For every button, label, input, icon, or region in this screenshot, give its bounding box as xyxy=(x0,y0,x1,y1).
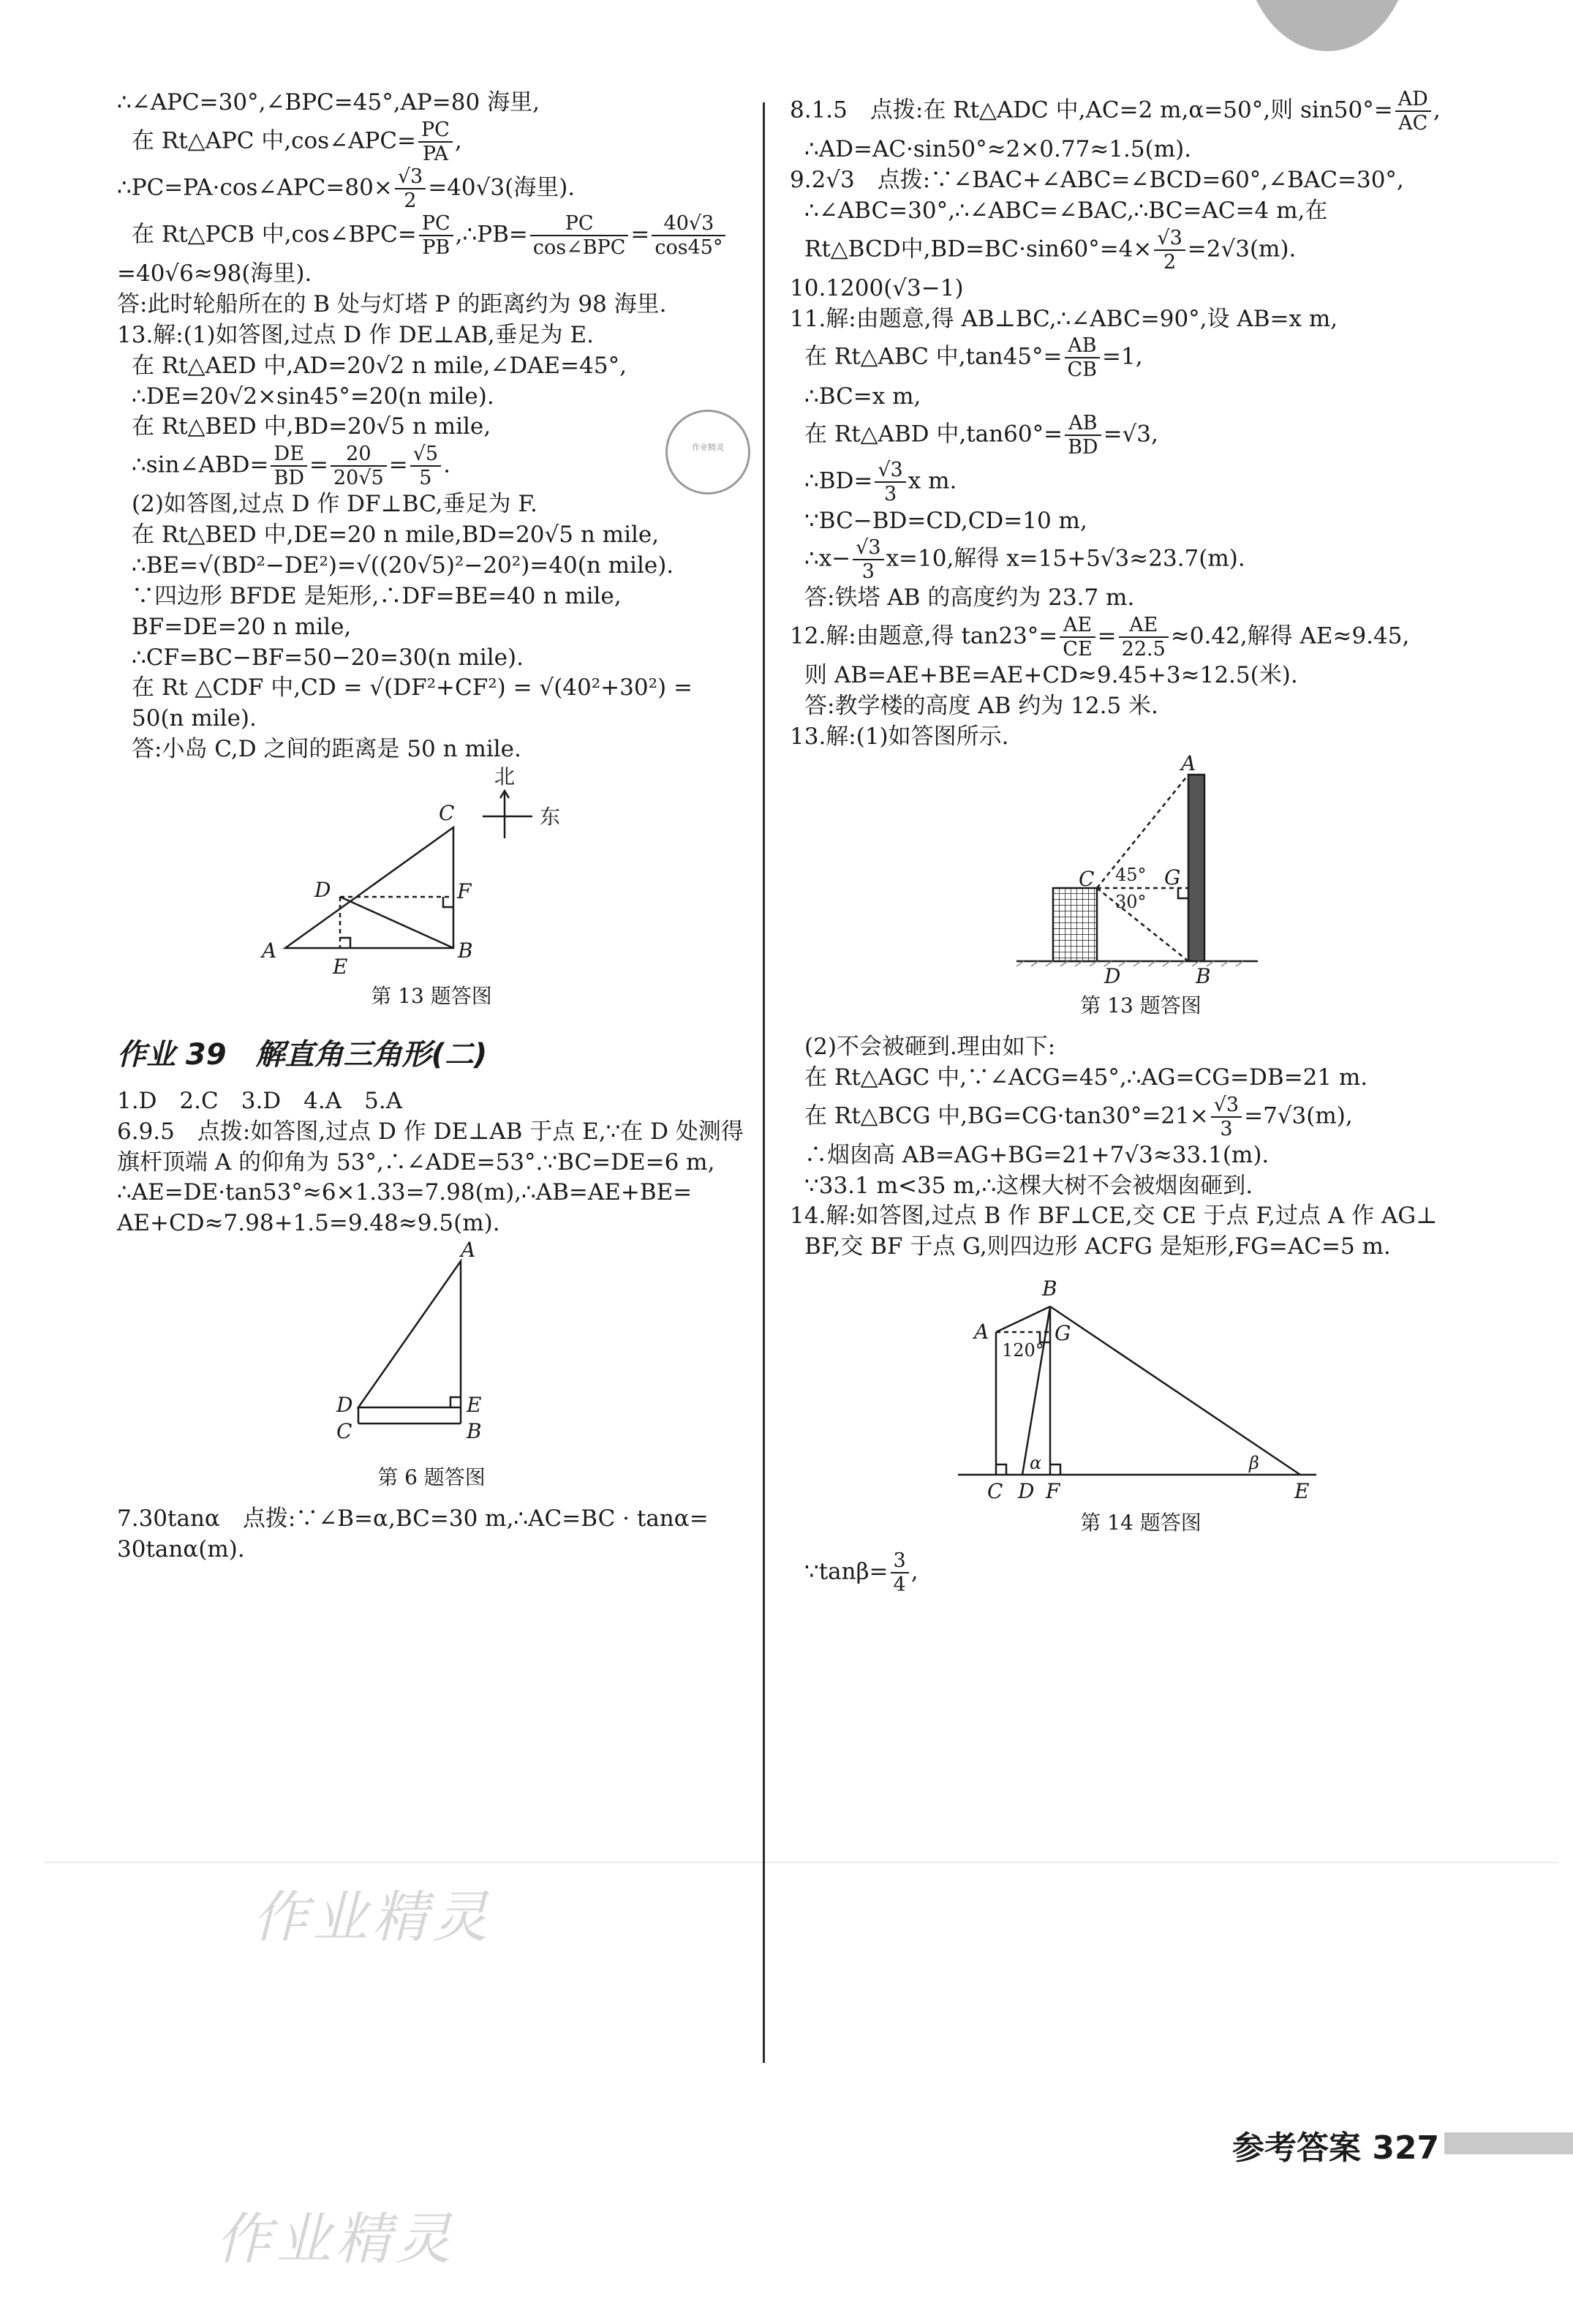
text-line: 在 Rt△APC 中,cos∠APC= $\frac{PC}{PA}$ , xyxy=(132,118,462,165)
fraction: $\frac{√3}{2}$ xyxy=(395,165,426,212)
label-b: B xyxy=(467,1419,482,1444)
label-d: D xyxy=(1104,963,1121,987)
stamp-mark: 作业精灵 xyxy=(665,410,750,494)
label-a: A xyxy=(262,938,277,963)
label-north: 北 xyxy=(494,764,516,789)
text-line: 7.30tanα 点拨:∵∠B=α,BC=30 m,∴AC=BC · tanα= xyxy=(117,1505,709,1533)
text-line: 在 Rt△BED 中,DE=20 n mile,BD=20√5 n mile, xyxy=(132,522,660,549)
segment-be xyxy=(1050,1306,1300,1475)
label-f: F xyxy=(457,879,472,903)
label-c: C xyxy=(1079,866,1095,891)
text-line: ∴DE=20√2×sin45°=20(n mile). xyxy=(132,383,494,410)
text-line: 则 AB=AE+BE=AE+CD≈9.45+3≈12.5(米). xyxy=(804,662,1298,689)
fraction: $\frac{AE}{22.5}$ xyxy=(1119,614,1169,661)
text-line: ∴∠ABC=30°,∴∠ABC=∠BAC,∴BC=AC=4 m,在 xyxy=(804,197,1328,224)
label-c: C xyxy=(439,800,455,825)
text-line: 14.解:如答图,过点 B 作 BF⊥CE,交 CE 于点 F,过点 A 作 AG⊥ xyxy=(790,1203,1438,1230)
fraction: $\frac{AB}{CB}$ xyxy=(1065,334,1101,381)
left-column xyxy=(117,88,746,1565)
fraction: $\frac{√3}{3}$ xyxy=(853,536,883,583)
label-c: C xyxy=(987,1479,1003,1504)
watermark-2: 作业精灵 xyxy=(216,2206,456,2271)
text-line: (2)不会被砸到.理由如下: xyxy=(804,1033,1056,1060)
figure-caption: 第 13 题答图 xyxy=(1080,993,1202,1018)
segment-ab xyxy=(996,1306,1050,1332)
text-line: 在 Rt△BED 中,BD=20√5 n mile, xyxy=(132,413,491,440)
label-e: E xyxy=(1294,1479,1310,1504)
fraction: $\frac{PC}{\text{cos∠BPC}}$ xyxy=(530,212,629,259)
fraction: $\frac{√3}{3}$ xyxy=(875,459,905,505)
text-line: ∵33.1 m<35 m,∴这棵大树不会被烟囱砸到. xyxy=(804,1172,1253,1199)
text-line: ∵四边形 BFDE 是矩形,∴DF=BE=40 n mile, xyxy=(132,582,622,609)
label-b: B xyxy=(1196,963,1211,987)
angle-beta: β xyxy=(1249,1453,1259,1474)
triangle-abc xyxy=(285,827,453,948)
fraction: $\frac{DE}{BD}$ xyxy=(271,443,307,489)
text-line: 11.解:由题意,得 AB⊥BC,∴∠ABC=90°,设 AB=x m, xyxy=(790,305,1338,332)
triangle-ade xyxy=(358,1261,461,1407)
text-line: 在 Rt△AED 中,AD=20√2 n mile,∠DAE=45°, xyxy=(132,352,627,379)
text-line: ∴BE=√(BD²−DE²)=√((20√5)²−20²)=40(n mile). xyxy=(132,552,674,579)
label-east: 东 xyxy=(540,804,561,829)
fraction: $\frac{√3}{3}$ xyxy=(1211,1094,1242,1140)
text-line: 在 Rt△AGC 中,∵∠ACG=45°,∴AG=CG=DB=21 m. xyxy=(804,1064,1368,1091)
text-line: AE+CD≈7.98+1.5=9.48≈9.5(m). xyxy=(117,1210,500,1237)
text-line: ∴BC=x m, xyxy=(804,383,921,410)
text-line: 8.1.5 点拨:在 Rt△ADC 中,AC=2 m,α=50°,则 sin50°= $\frac{AD}{AC}$ , xyxy=(790,88,1441,135)
text-line: 答:此时轮船所在的 B 处与灯塔 P 的距离约为 98 海里. xyxy=(117,290,667,317)
text-line: 在 Rt△ABD 中,tan60°= $\frac{AB}{BD}$ =√3, xyxy=(804,412,1158,459)
fraction: $\frac{AE}{CE}$ xyxy=(1060,614,1095,661)
fraction: $\frac{40√3}{\cos 45^\circ}$ xyxy=(652,212,725,259)
label-b: B xyxy=(458,938,473,963)
fraction: $\frac{√5}{5}$ xyxy=(410,443,441,489)
watermark-1: 作业精灵 xyxy=(252,1884,492,1949)
label-a: A xyxy=(461,1239,476,1263)
text-line: ∴CF=BC−BF=50−20=30(n mile). xyxy=(132,644,524,671)
text-line: 9.2√3 点拨:∵∠BAC+∠ABC=∠BCD=60°,∠BAC=30°, xyxy=(790,166,1404,193)
text-line: ∵BC−BD=CD,CD=10 m, xyxy=(804,507,1087,534)
label-g: G xyxy=(1164,865,1181,890)
text-line: 在 Rt △CDF 中,CD = √(DF²+CF²) = √(40²+30²) = xyxy=(132,674,693,702)
text-line: ∴x− $\frac{√3}{3}$ x=10,解得 x=15+5√3≈23.7(m). xyxy=(804,536,1245,584)
page-number: 327 xyxy=(1372,2129,1440,2167)
angle-45: 45° xyxy=(1115,864,1147,885)
fraction: $\frac{PC}{PA}$ xyxy=(418,119,453,165)
text-line: BF=DE=20 n mile, xyxy=(132,613,352,640)
text-line: 12.解:由题意,得 tan23°= $\frac{AE}{CE}$ = $\frac{AE}{22.5}$ ≈0.42,解得 AE≈9.45, xyxy=(790,614,1410,661)
text-line: ∴sin∠ABD= $\frac{DE}{BD}$ = $\frac{20}{20√5}$ = $\frac{√5}{5}$ . xyxy=(132,443,450,490)
faint-rule xyxy=(44,1862,1558,1863)
text-line: Rt△BCD中,BD=BC·sin60°=4× $\frac{√3}{2}$ =2√3(m). xyxy=(804,226,1297,274)
figure-13-left xyxy=(117,765,746,977)
label-f: F xyxy=(1046,1479,1060,1504)
fraction: $\frac{AB}{BD}$ xyxy=(1065,412,1101,459)
text-line: ∴AD=AC·sin50°≈2×0.77≈1.5(m). xyxy=(804,136,1192,163)
text-line: 在 Rt△BCG 中,BG=CG·tan30°=21× $\frac{√3}{3}$ =7√3(m), xyxy=(804,1093,1353,1140)
label-c: C xyxy=(336,1419,352,1444)
label-d: D xyxy=(336,1393,353,1418)
column-divider xyxy=(763,102,765,2063)
segment-db xyxy=(340,897,453,948)
fraction: $\frac{20}{20√5}$ xyxy=(331,443,387,489)
label-d: D xyxy=(1018,1479,1035,1504)
section-title: 作业 39 解直角三角形(二) xyxy=(117,1037,488,1072)
text-line: 30tanα(m). xyxy=(117,1535,245,1563)
text-line: 答:小岛 C,D 之间的距离是 50 n mile. xyxy=(132,736,521,763)
fraction: $\frac{PC}{PB}$ xyxy=(419,212,453,259)
label-b: B xyxy=(1042,1276,1057,1301)
text-line: ∴AE=DE·tan53°≈6×1.33=7.98(m),∴AB=AE+BE= xyxy=(117,1179,693,1206)
footer-bar xyxy=(1444,2132,1573,2154)
label-g: G xyxy=(1055,1321,1071,1346)
figure-caption: 第 14 题答图 xyxy=(1080,1511,1202,1535)
fraction: $\frac{√3}{2}$ xyxy=(1154,227,1185,274)
text-line: ∵tanβ= $\frac{3}{4}$ , xyxy=(804,1549,918,1597)
label-d: D xyxy=(314,877,331,902)
footer-label: 参考答案 327 xyxy=(1232,2129,1440,2167)
text-line: 6.9.5 点拨:如答图,过点 D 作 DE⊥AB 于点 E,∵在 D 处测得 xyxy=(117,1118,744,1145)
text-line: 13.解:(1)如答图所示. xyxy=(790,723,1009,751)
text-line: ∴PC=PA·cos∠APC=80× $\frac{√3}{2}$ =40√3(海里). xyxy=(117,165,576,212)
corner-decoration xyxy=(1243,0,1411,51)
tower xyxy=(1188,775,1204,961)
text-line: 50(n mile). xyxy=(132,705,257,732)
text-line: 在 Rt△PCB 中,cos∠BPC= $\frac{PC}{PB}$ ,∴PB= $\frac{PC}{\text{cos∠BPC}}$ = $\frac{40√3}{\cos 45^\circ}$ xyxy=(117,212,746,259)
label-a: A xyxy=(1181,752,1196,775)
text-line: ∴烟囱高 AB=AG+BG=21+7√3≈33.1(m). xyxy=(804,1141,1270,1168)
text-line: 旗杆顶端 A 的仰角为 53°,∴∠ADE=53°.∵BC=DE=6 m, xyxy=(117,1148,715,1176)
fraction: $\frac{3}{4}$ xyxy=(891,1549,909,1596)
figure-14 xyxy=(790,1263,1492,1504)
angle-alpha: α xyxy=(1030,1453,1042,1474)
text-line: (2)如答图,过点 D 作 DF⊥BC,垂足为 F. xyxy=(132,491,537,518)
angle-30: 30° xyxy=(1115,891,1147,912)
figure-13-right xyxy=(790,753,1492,987)
text-line: 在 Rt△ABC 中,tan45°= $\frac{AB}{CB}$ =1, xyxy=(804,334,1143,382)
figure-6 xyxy=(117,1239,746,1459)
text-line: 13.解:(1)如答图,过点 D 作 DE⊥AB,垂足为 E. xyxy=(117,321,594,348)
text-line: 答:教学楼的高度 AB 约为 12.5 米. xyxy=(804,693,1158,720)
building xyxy=(1053,888,1097,961)
right-column xyxy=(790,88,1492,1596)
angle-120: 120° xyxy=(1002,1340,1044,1361)
label-e: E xyxy=(467,1393,482,1418)
text-line: ∴∠APC=30°,∠BPC=45°,AP=80 海里, xyxy=(117,89,540,116)
label-a: A xyxy=(974,1320,989,1345)
answer-line: 1.D 2.C 3.D 4.A 5.A xyxy=(117,1087,403,1114)
text-line: BF,交 BF 于点 G,则四边形 ACFG 是矩形,FG=AC=5 m. xyxy=(804,1233,1391,1260)
figure-caption: 第 13 题答图 xyxy=(371,983,492,1008)
figure-caption: 第 6 题答图 xyxy=(377,1465,486,1490)
text-line: 答:铁塔 AB 的高度约为 23.7 m. xyxy=(804,584,1135,612)
text-line: ∴BD= $\frac{√3}{3}$ x m. xyxy=(804,459,957,506)
text-line: 10.1200(√3−1) xyxy=(790,274,964,301)
fraction: $\frac{AD}{AC}$ xyxy=(1395,88,1431,135)
label-e: E xyxy=(333,954,348,977)
text-line: =40√6≈98(海里). xyxy=(117,260,312,287)
